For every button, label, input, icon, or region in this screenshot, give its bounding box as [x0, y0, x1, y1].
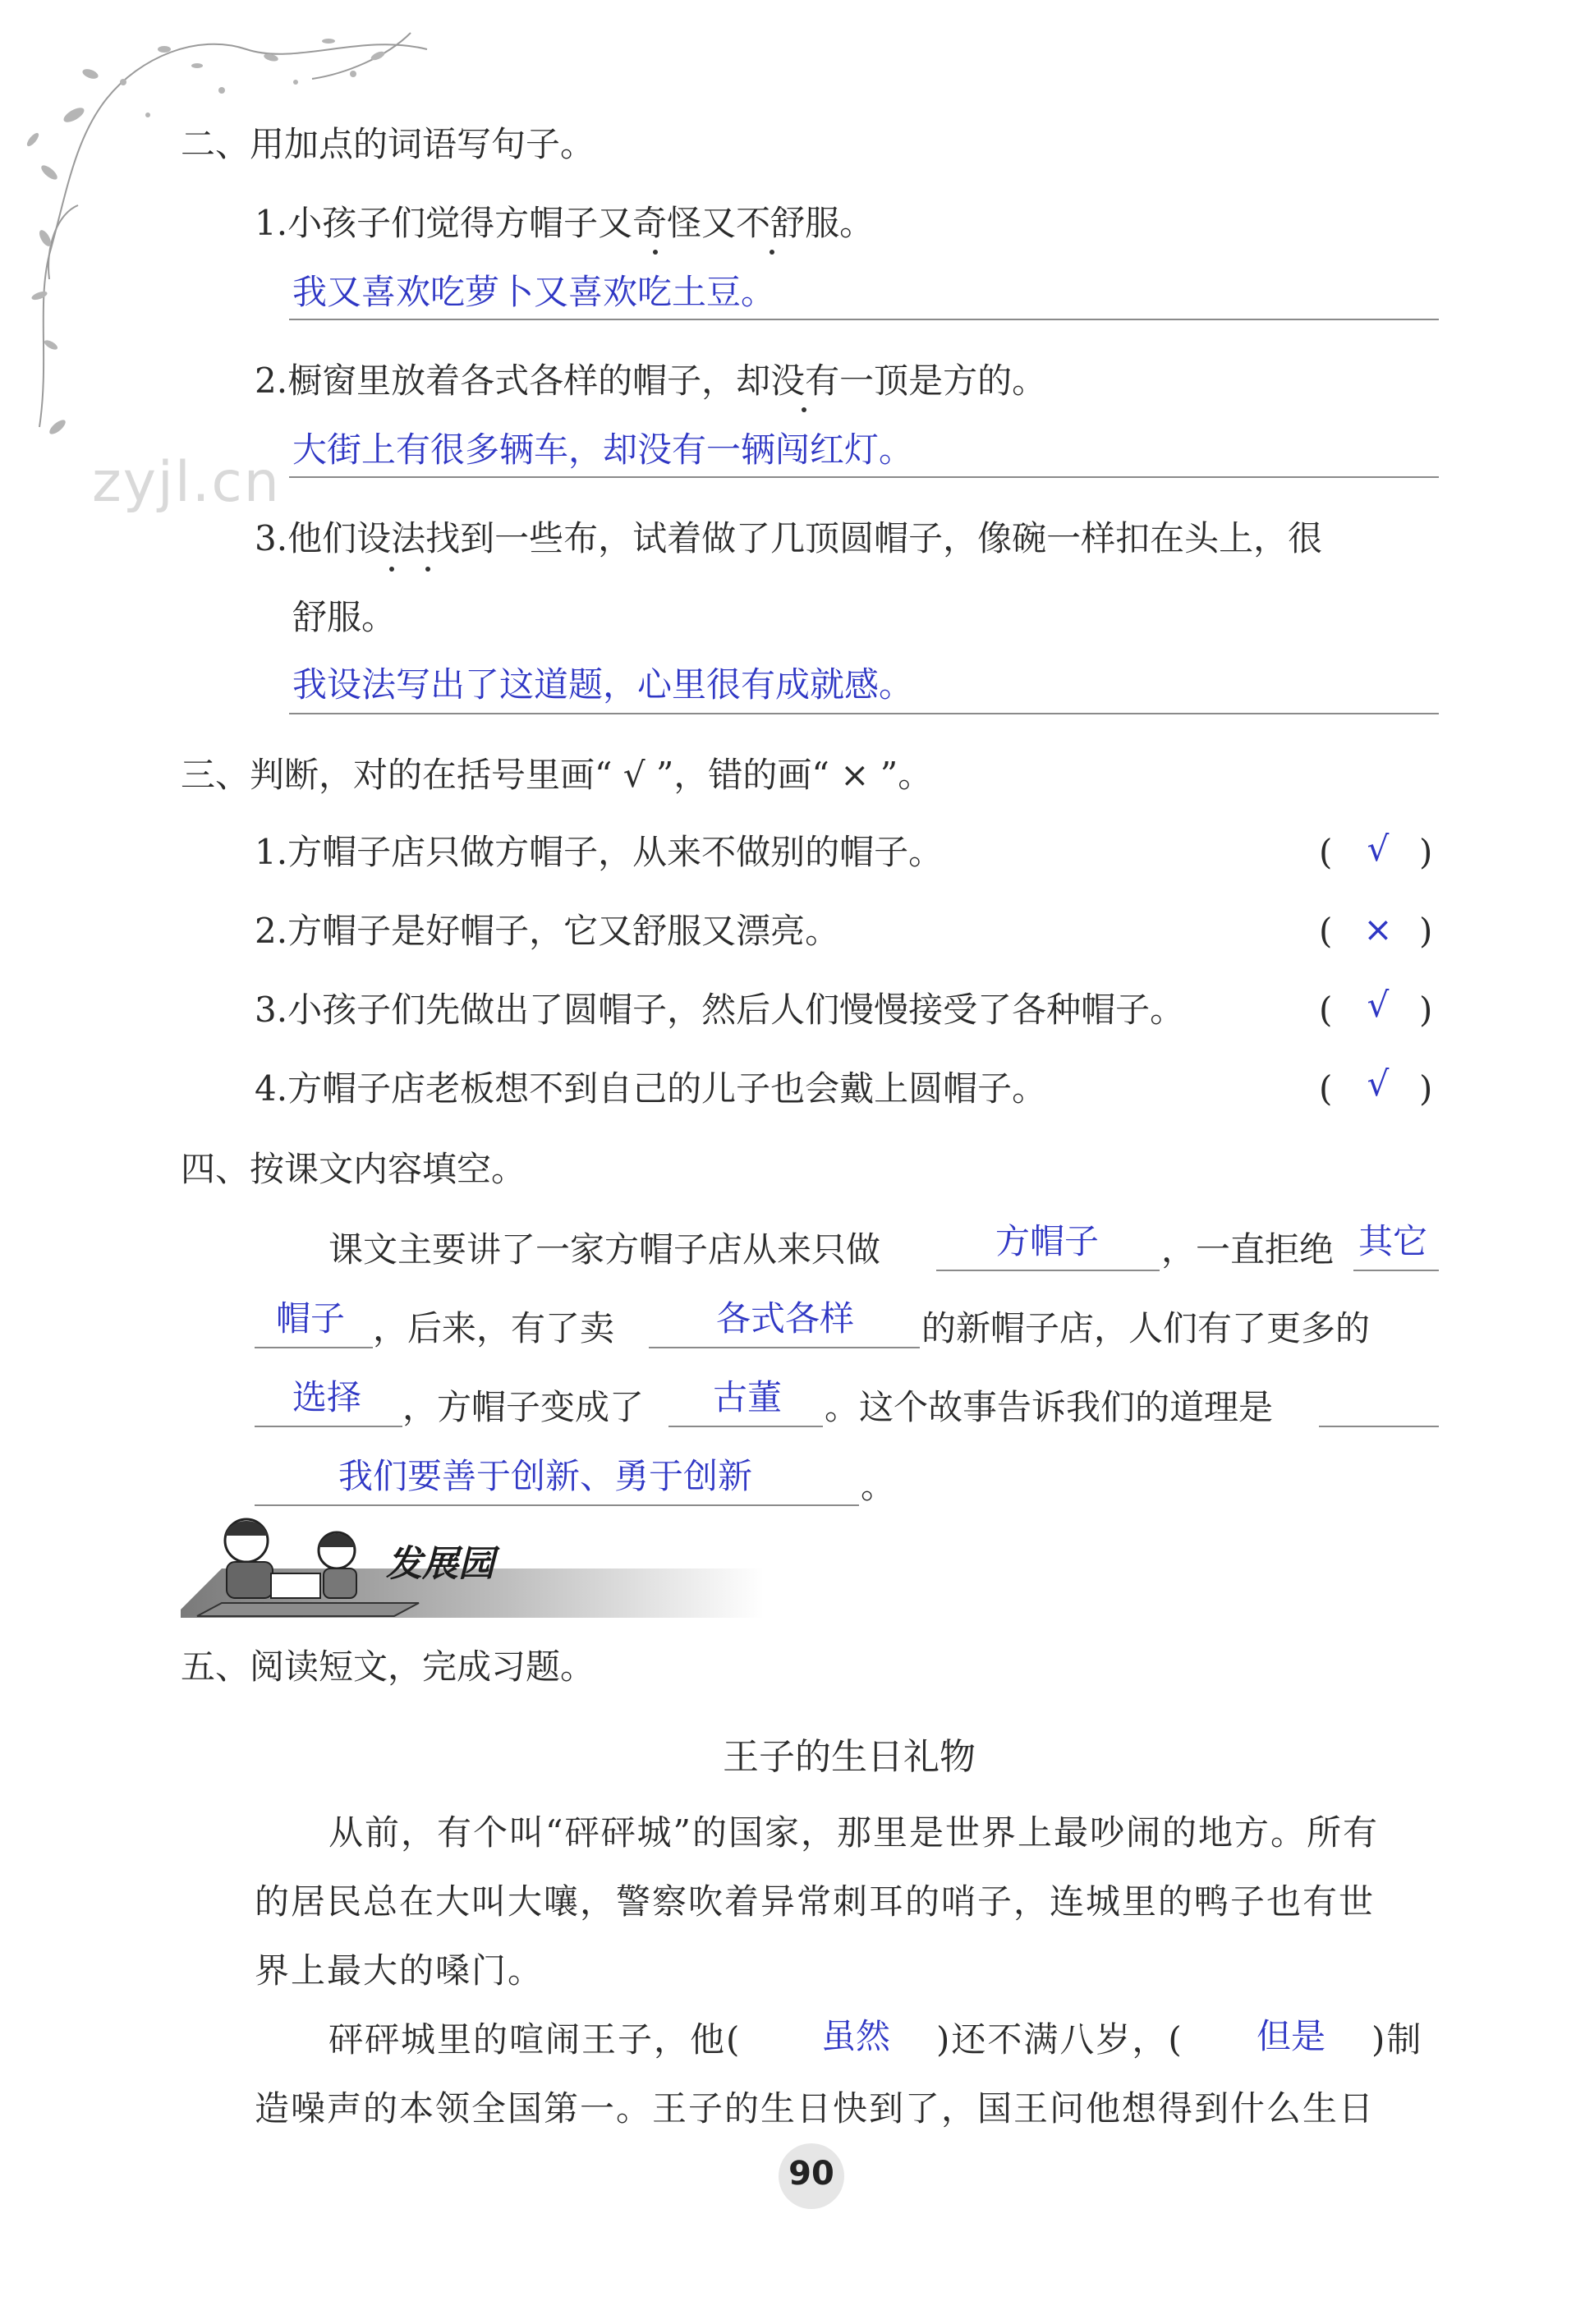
fill-answer-6: 我们要善于创新、勇于创新	[338, 1456, 753, 1496]
fill-text: 。这个故事告诉我们的道理是	[825, 1387, 1274, 1427]
section-2-answer-1: 我又喜欢吃萝卜又喜欢吃土豆。	[292, 272, 776, 312]
fill-blank-line	[668, 1426, 823, 1427]
fill-blank-line	[255, 1426, 402, 1427]
section-2-question-3-line-1: 3.他们设法找到一些布，试着做了几顶圆帽子，像碗一样扣在头上，很	[255, 518, 1323, 558]
paren-open: (	[1319, 832, 1333, 872]
fill-blank-line	[936, 1270, 1160, 1271]
fill-blank-line	[255, 1347, 373, 1348]
paren-close: )	[1419, 911, 1433, 951]
watermark: zyjl.cn	[92, 450, 281, 515]
story-text: 界上最大的嗓门。	[255, 1950, 544, 1991]
fill-text: ，方帽子变成了	[402, 1387, 645, 1427]
judgement-item: 1.方帽子店只做方帽子，从来不做别的帽子。	[255, 832, 944, 872]
judgement-mark: √	[1367, 829, 1390, 869]
fill-answer-1: 方帽子	[995, 1221, 1100, 1261]
fill-text: ，后来，有了卖	[373, 1308, 615, 1348]
fill-blank-line	[1353, 1270, 1439, 1271]
story-title: 王子的生日礼物	[723, 1736, 976, 1778]
judgement-item: 2.方帽子是好帽子，它又舒服又漂亮。	[255, 911, 840, 951]
emphasis-dot	[425, 567, 430, 572]
story-text: 的居民总在大叫大嚷，警察吹着异常刺耳的哨子，连城里的鸭子也有世	[255, 1881, 1376, 1922]
section-3-heading: 三、判断，对的在括号里画“ √ ”，错的画“ × ”。	[181, 755, 933, 795]
section-2-answer-2: 大街上有很多辆车，却没有一辆闯红灯。	[292, 429, 914, 470]
section-2-question-3-line-2: 舒服。	[292, 597, 397, 637]
emphasis-dot	[389, 567, 394, 572]
section-5-heading: 五、阅读短文，完成习题。	[181, 1647, 595, 1687]
fill-text: 。	[861, 1466, 896, 1506]
paren-open: (	[1319, 1068, 1333, 1109]
section-2-heading: 二、用加点的词语写句子。	[181, 124, 595, 164]
section-2-question-2: 2.橱窗里放着各式各样的帽子，却没有一顶是方的。	[255, 361, 1047, 401]
story-text: )制	[1371, 2019, 1423, 2060]
section-4-heading: 四、按课文内容填空。	[181, 1149, 526, 1189]
fill-blank-line	[1319, 1426, 1439, 1427]
fill-text: 的新帽子店，人们有了更多的	[921, 1308, 1371, 1348]
fill-blank-line	[649, 1347, 920, 1348]
section-2-question-1: 1.小孩子们觉得方帽子又奇怪又不舒服。	[255, 203, 875, 243]
judgement-mark: √	[1367, 985, 1390, 1025]
fill-answer-4: 选择	[292, 1377, 362, 1417]
fill-blank-line	[255, 1504, 859, 1506]
answer-line	[289, 476, 1439, 478]
judgement-mark: √	[1367, 1063, 1390, 1104]
story-text: 造噪声的本领全国第一。王子的生日快到了，国王问他想得到什么生日	[255, 2088, 1376, 2129]
banner-title: 发展园	[386, 1543, 494, 1585]
leaf-decoration	[0, 0, 460, 493]
fill-text: ，一直拒绝	[1161, 1229, 1335, 1270]
paren-close: )	[1419, 1068, 1433, 1109]
fill-answer-2a: 其它	[1358, 1221, 1428, 1261]
section-2-answer-3: 我设法写出了这道题，心里很有成就感。	[292, 664, 914, 705]
emphasis-dot	[802, 407, 806, 412]
fill-text: 课文主要讲了一家方帽子店从来只做	[328, 1229, 881, 1270]
story-text: 砰砰城里的喧闹王子，他(	[328, 2019, 742, 2060]
story-text: 从前，有个叫“砰砰城”的国家，那里是世界上最吵闹的地方。所有	[328, 1812, 1379, 1853]
answer-line	[289, 713, 1439, 714]
page-number: 90	[788, 2155, 834, 2193]
fill-answer-3: 各式各样	[716, 1298, 855, 1339]
paren-open: (	[1319, 911, 1333, 951]
answer-line	[289, 319, 1439, 320]
paren-open: (	[1319, 990, 1333, 1030]
judgement-item: 3.小孩子们先做出了圆帽子，然后人们慢慢接受了各种帽子。	[255, 990, 1185, 1030]
story-text: )还不满八岁，(	[936, 2019, 1183, 2060]
paren-close: )	[1419, 990, 1433, 1030]
emphasis-dot	[653, 250, 658, 255]
judgement-item: 4.方帽子店老板想不到自己的儿子也会戴上圆帽子。	[255, 1068, 1047, 1109]
story-answer-b: 但是	[1257, 2016, 1326, 2056]
fill-answer-5: 古董	[713, 1377, 783, 1417]
judgement-mark: ×	[1363, 909, 1393, 949]
story-answer-a: 虽然	[821, 2016, 891, 2056]
fill-answer-2b: 帽子	[276, 1298, 346, 1339]
emphasis-dot	[770, 250, 774, 255]
paren-close: )	[1419, 832, 1433, 872]
